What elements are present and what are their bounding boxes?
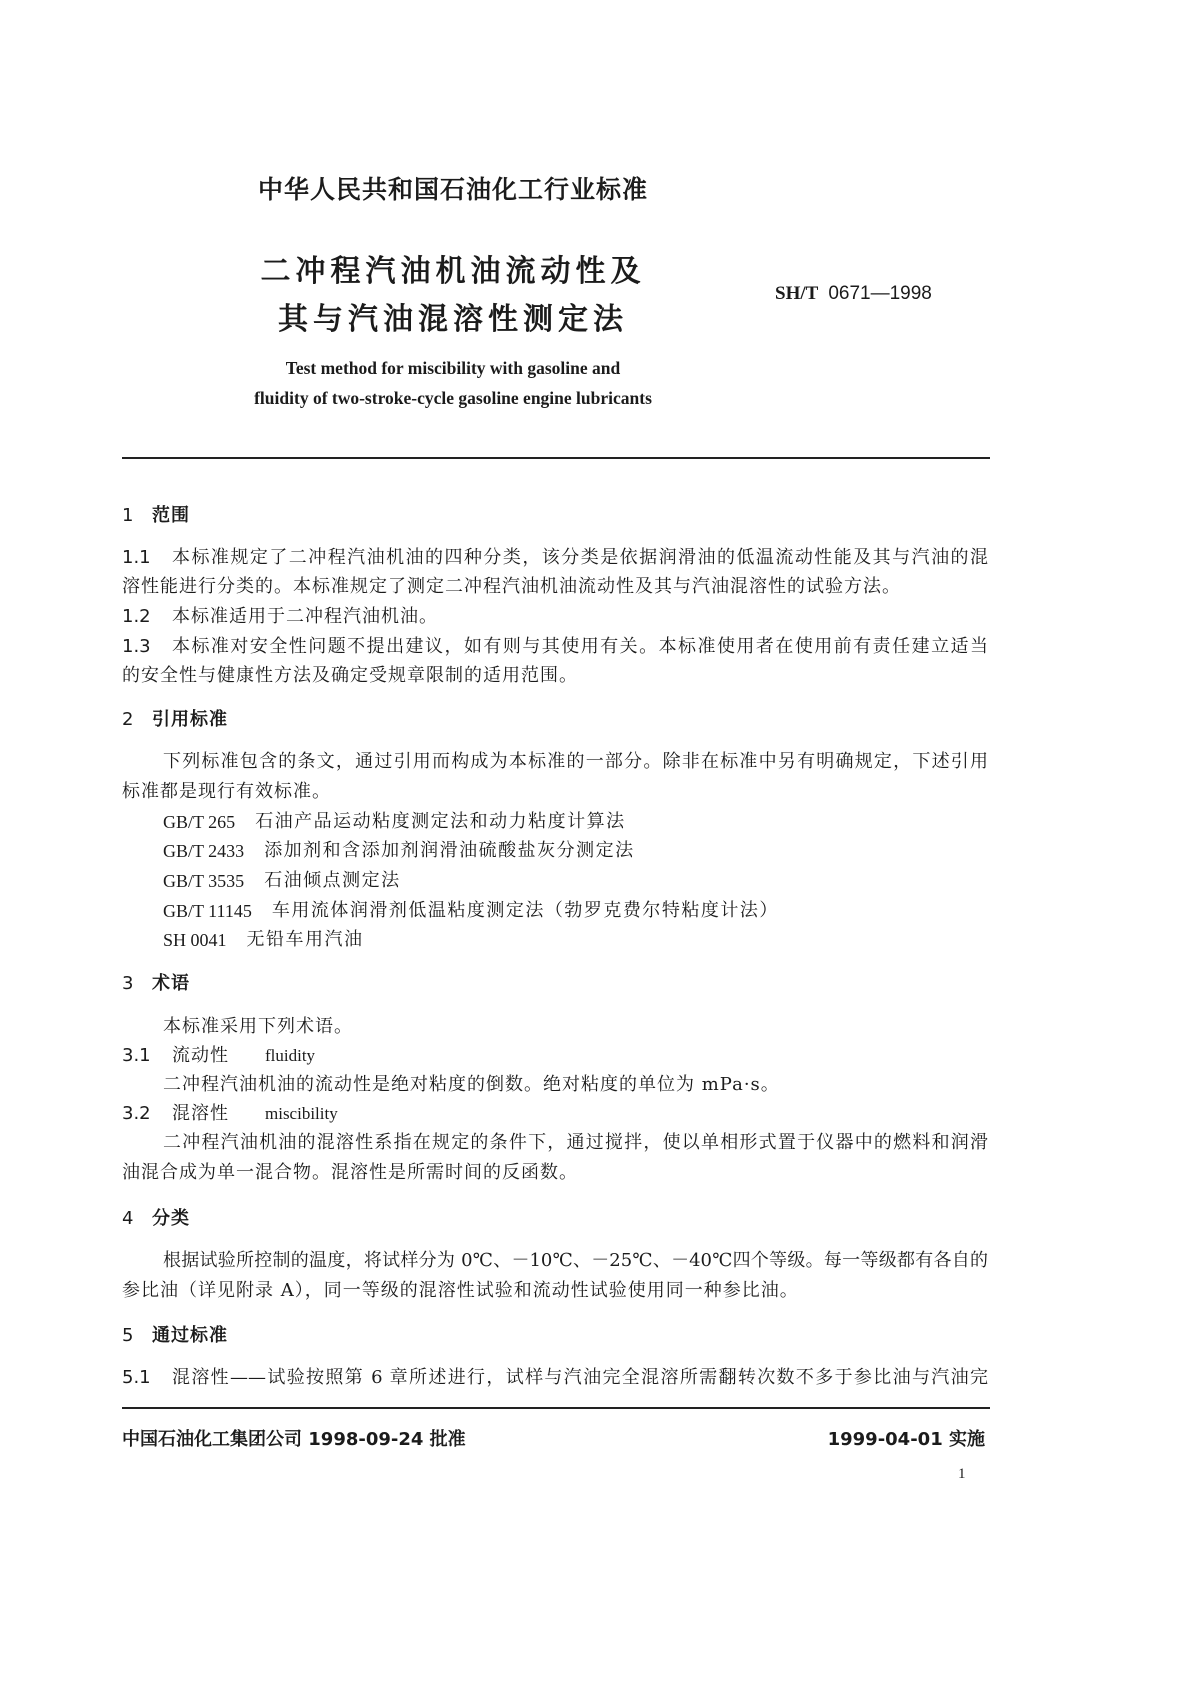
clause-1-2-line-1: 本标准适用于二冲程汽油机油。 (172, 606, 438, 627)
clause-1-2-number: 1.2 (122, 606, 151, 627)
clause-5-1-line-1: 混溶性——试验按照第 6 章所述进行，试样与汽油完全混溶所需翻转次数不多于参比油与汽油完 (172, 1367, 988, 1388)
classification-line-2: 参比油（详见附录 A），同一等级的混溶性试验和流动性试验使用同一种参比油。 (122, 1280, 799, 1301)
section-number: 5 (122, 1325, 134, 1346)
clause-1-1-line-2: 溶性能进行分类的。本标准规定了测定二冲程汽油机油流动性及其与汽油混溶性的试验方法。 (122, 576, 901, 597)
english-title-line-1: Test method for miscibility with gasoline and (285, 358, 621, 378)
clause-1-1-number: 1.1 (122, 547, 151, 568)
section-2-heading (122, 708, 228, 732)
reference-item (163, 899, 779, 923)
clause-1-1-line-1: 本标准规定了二冲程汽油机油的四种分类，该分类是依据润滑油的低温流动性能及其与汽油的混 (172, 547, 988, 568)
standard-code (775, 281, 932, 306)
reference-title: 无铅车用汽油 (246, 929, 364, 950)
reference-item (163, 839, 635, 863)
reference-title: 添加剂和含添加剂润滑油硫酸盐灰分测定法 (264, 840, 635, 861)
reference-item (163, 928, 364, 952)
section-4-heading (122, 1207, 190, 1231)
term-3-2-definition-line-1: 二冲程汽油机油的混溶性系指在规定的条件下，通过搅拌，使以单相形式置于仪器中的燃料和润滑 (163, 1132, 988, 1153)
standard-code-number: 0671—1998 (828, 283, 932, 304)
reference-code: SH 0041 (163, 930, 227, 950)
section-number: 2 (122, 709, 134, 730)
classification-line-1: 根据试验所控制的温度，将试样分为 0℃、－10℃、－25℃、－40℃四个等级。每一等级都有各自的 (163, 1250, 988, 1271)
term-3-1-english: fluidity (265, 1046, 316, 1065)
chinese-title-line-2: 其与汽油混溶性测定法 (278, 302, 628, 337)
section-number: 4 (122, 1208, 134, 1229)
clause-1-3-line-1: 本标准对安全性问题不提出建议，如有则与其使用有关。本标准使用者在使用前有责任建立适当 (172, 636, 988, 657)
issuing-authority-title: 中华人民共和国石油化工行业标准 (257, 175, 648, 204)
term-3-2-number: 3.2 (122, 1103, 151, 1124)
term-3-2-definition-line-2: 油混合成为单一混合物。混溶性是所需时间的反函数。 (122, 1162, 578, 1183)
term-3-1-name: 流动性 (172, 1045, 229, 1066)
reference-code: GB/T 2433 (163, 841, 245, 861)
clause-5-1-number: 5.1 (122, 1367, 151, 1388)
section-title: 术语 (152, 973, 190, 994)
effective-date: 1999-04-01 实施 (827, 1429, 985, 1450)
terms-intro: 本标准采用下列术语。 (163, 1016, 353, 1037)
section-title: 分类 (152, 1208, 190, 1229)
reference-item (163, 869, 401, 893)
section-number: 3 (122, 973, 134, 994)
header-divider (122, 457, 990, 459)
chinese-title-line-1: 二冲程汽油机油流动性及 (260, 254, 646, 289)
footer-divider (122, 1407, 990, 1409)
reference-item (163, 810, 626, 834)
section-title: 范围 (152, 505, 190, 526)
reference-code: GB/T 265 (163, 812, 236, 832)
term-3-1-definition-line-1: 二冲程汽油机油的流动性是绝对粘度的倒数。绝对粘度的单位为 mPa·s。 (163, 1074, 780, 1095)
references-intro-line-2: 标准都是现行有效标准。 (122, 781, 331, 802)
reference-code: GB/T 11145 (163, 901, 252, 921)
term-3-1-number: 3.1 (122, 1045, 151, 1066)
clause-1-3-line-2: 的安全性与健康性方法及确定受规章限制的适用范围。 (122, 665, 578, 686)
section-number: 1 (122, 505, 134, 526)
standard-code-prefix: SH/T (775, 283, 819, 304)
references-intro-line-1: 下列标准包含的条文，通过引用而构成为本标准的一部分。除非在标准中另有明确规定，下述引用 (163, 751, 988, 772)
page-number: 1 (958, 1466, 966, 1482)
term-3-2-english: miscibility (265, 1104, 338, 1123)
section-1-heading (122, 504, 190, 528)
approval-statement: 中国石油化工集团公司 1998-09-24 批准 (122, 1429, 466, 1450)
reference-title: 车用流体润滑剂低温粘度测定法（勃罗克费尔特粘度计法） (271, 900, 779, 921)
section-3-heading (122, 972, 190, 996)
clause-1-3-number: 1.3 (122, 636, 151, 657)
section-5-heading (122, 1324, 228, 1348)
reference-code: GB/T 3535 (163, 871, 245, 891)
english-title-line-2: fluidity of two-stroke-cycle gasoline engine lubricants (254, 388, 652, 408)
reference-title: 石油倾点测定法 (264, 870, 401, 891)
reference-title: 石油产品运动粘度测定法和动力粘度计算法 (255, 811, 626, 832)
section-title: 引用标准 (152, 709, 228, 730)
term-3-2-name: 混溶性 (172, 1103, 229, 1124)
section-title: 通过标准 (152, 1325, 228, 1346)
